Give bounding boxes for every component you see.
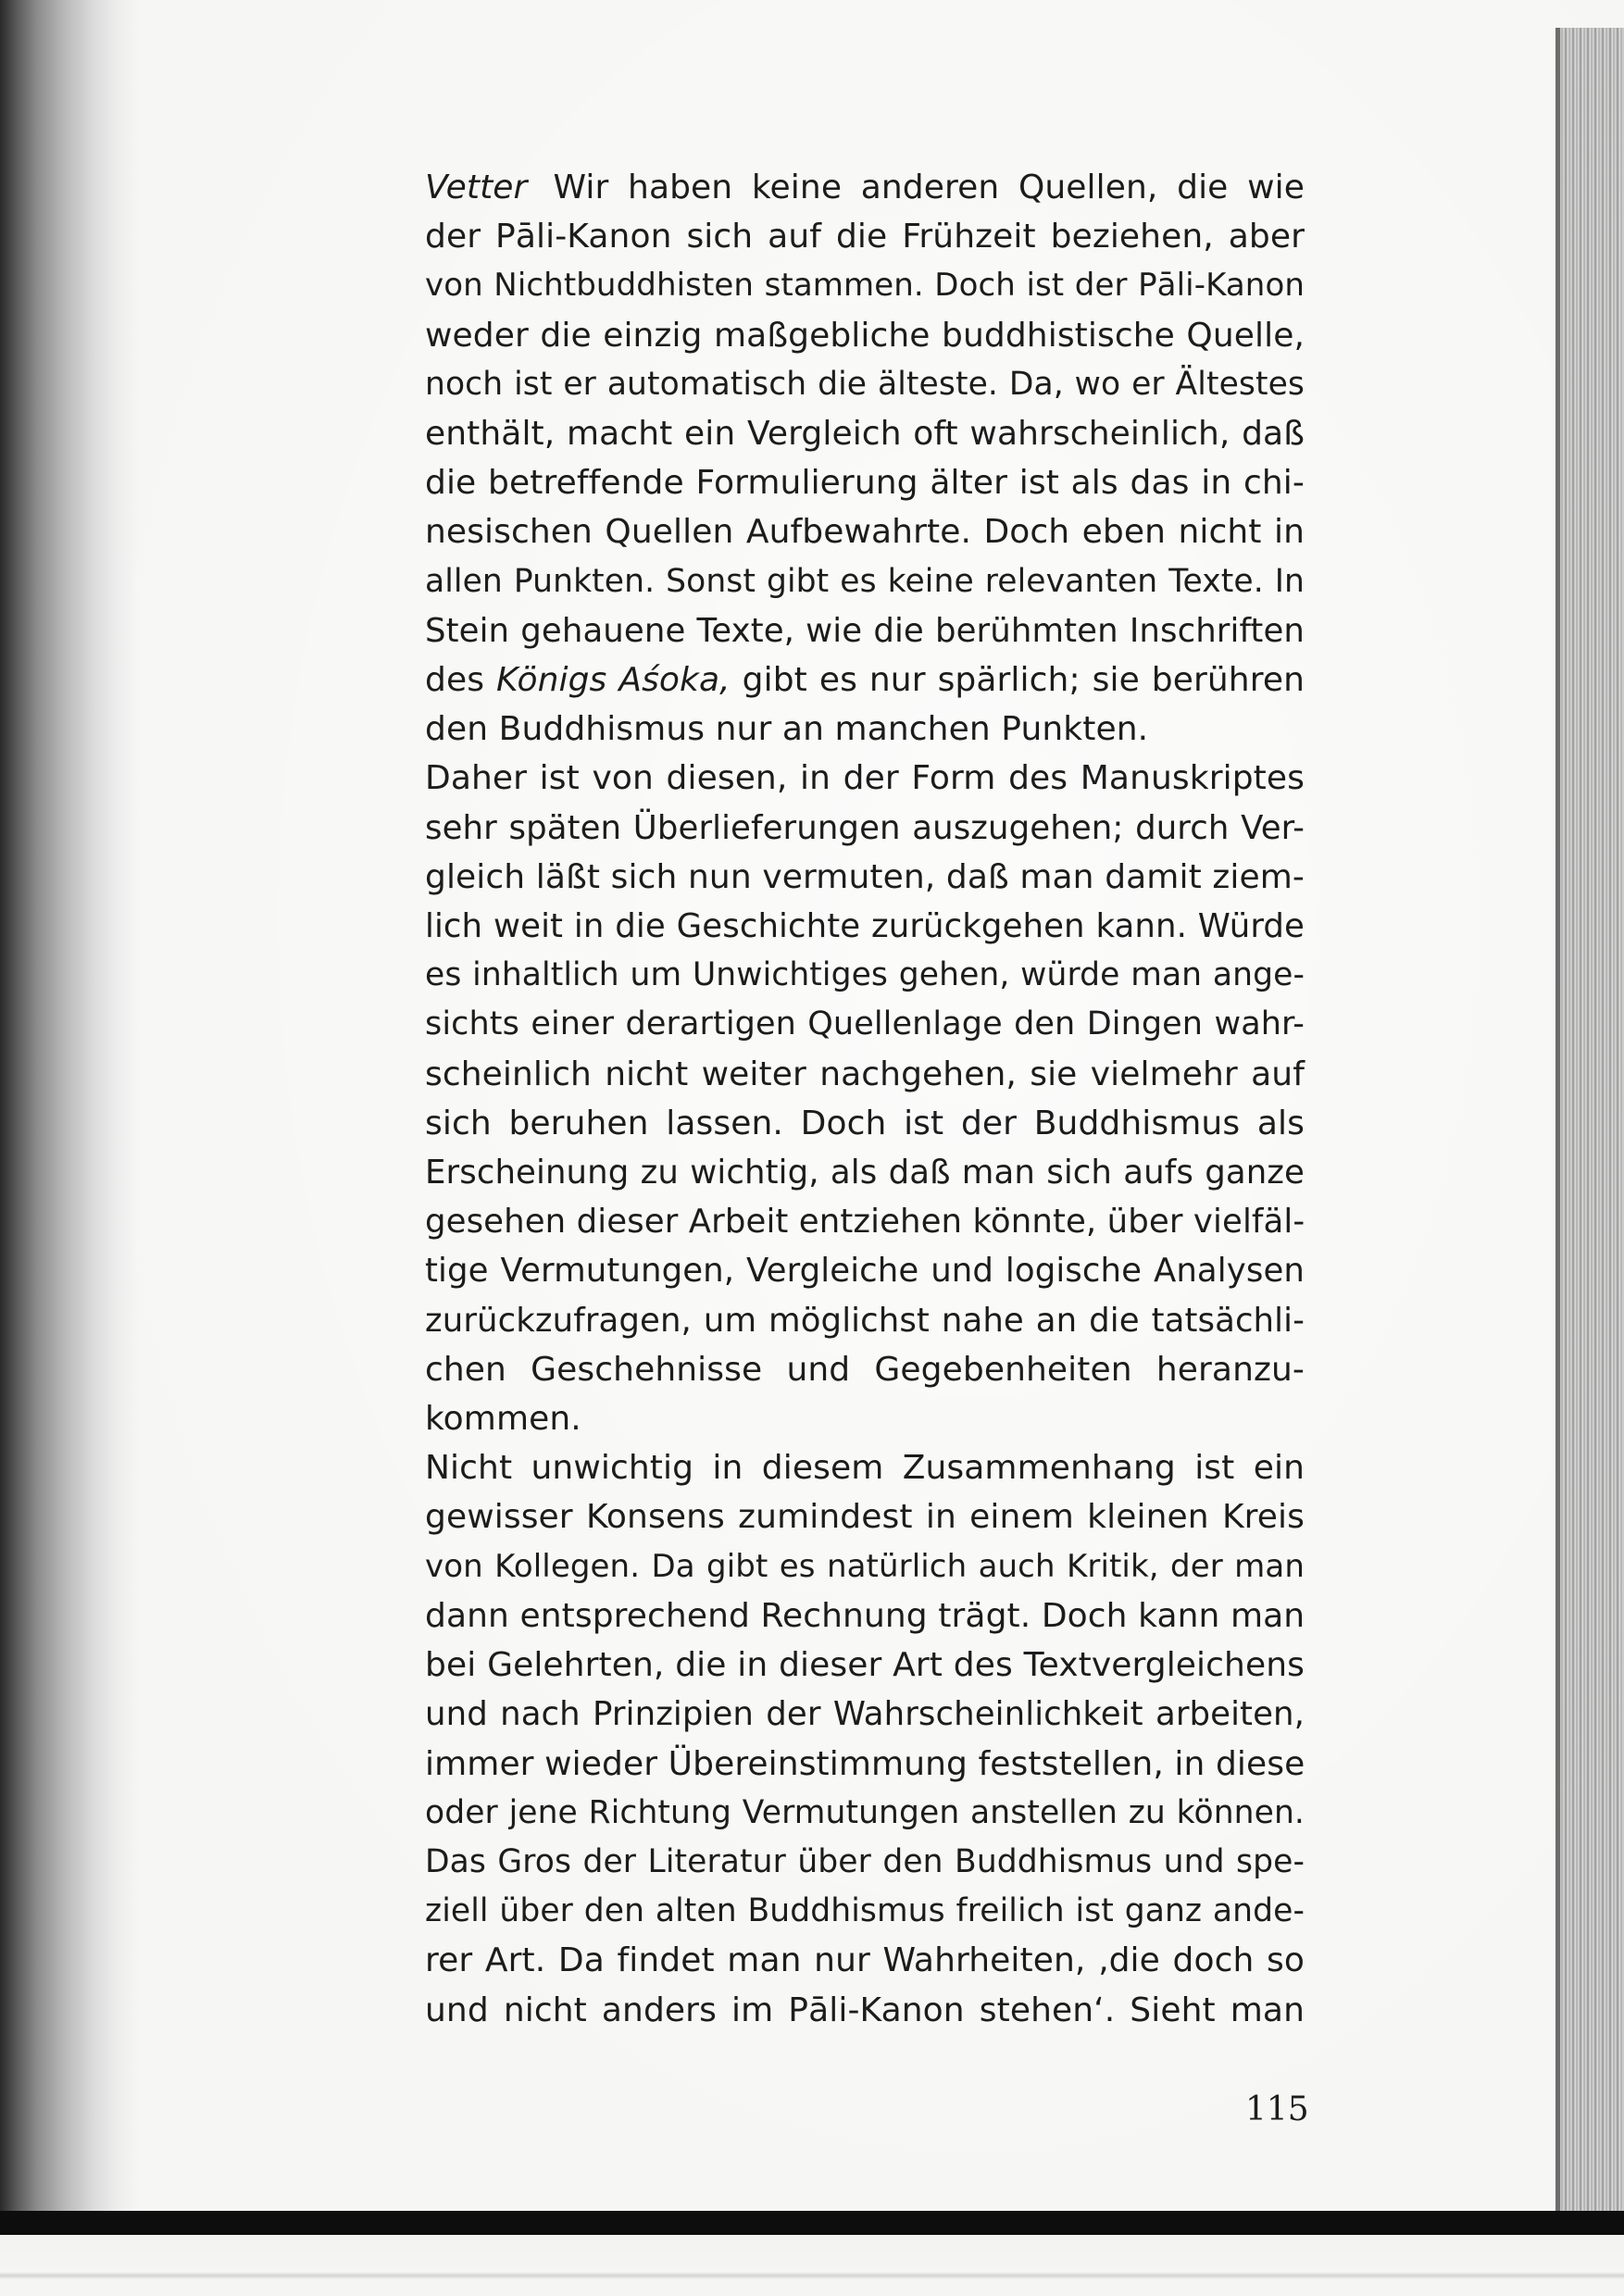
text-line [425,1246,1305,1295]
text-line [425,705,1305,754]
body-text [425,163,1305,2035]
text-line [425,1197,1305,1246]
text-line [425,1050,1305,1099]
text-line [425,951,1305,1000]
text-run: enthält, macht ein Vergleich oft wahrscheinlich, daß [425,415,1305,454]
text-line [425,1148,1305,1197]
text-run: Stein gehauene Texte, wie die berühmten Inschriften [425,611,1305,650]
text-run: sichts einer derartigen Quellenlage den Dingen wahr- [425,1005,1305,1043]
text-run: immer wieder Übereinstimmung feststellen, in diese [425,1744,1305,1783]
text-line [425,1492,1305,1541]
text-run: noch ist er automatisch die älteste. Da, wo er Ältestes [425,365,1305,403]
text-run: sich beruhen lassen. Doch ist der Buddhismus als [425,1104,1305,1142]
text-line [425,1443,1305,1492]
text-line [425,1099,1305,1148]
text-run: der Pāli-Kanon sich auf die Frühzeit beziehen, aber [425,218,1305,256]
text-run: von Kollegen. Da gibt es natürlich auch Kritik, der man [425,1547,1305,1585]
text-run: zurückzufragen, um möglichst nahe an die tatsächli- [425,1301,1305,1340]
scan-bottom-strip [0,2235,1624,2296]
text-run: Daher ist von diesen, in der Form des Manuskriptes [425,759,1305,798]
text-line [425,360,1305,409]
text-run: bei Gelehrten, die in dieser Art des Textvergleichens [425,1646,1305,1685]
text-line [425,1394,1305,1443]
text-run: die betreffende Formulierung älter ist als das in chi- [425,464,1305,503]
text-line [425,163,1305,212]
text-run: weder die einzig maßgebliche buddhistische Quelle, [425,316,1305,355]
text-run: lich weit in die Geschichte zurückgehen kann. Würde [425,907,1305,946]
text-line [425,212,1305,261]
text-line [425,507,1305,556]
text-run: gewisser Konsens zumindest in einem kleinen Kreis [425,1498,1305,1537]
text-line [425,1591,1305,1641]
text-run: rer Art. Da findet man nur Wahrheiten, ‚die doch so [425,1941,1305,1980]
text-run: des [425,661,497,700]
text-run: den Buddhismus nur an manchen Punkten. [425,710,1149,749]
text-line [425,1542,1305,1591]
italic-term: Königs Aśoka, [496,661,731,700]
text-line [425,1740,1305,1789]
text-run: es inhaltlich um Unwichtiges gehen, würde man ange- [425,956,1305,994]
text-line [425,311,1305,360]
text-line [425,754,1305,803]
text-line [425,1000,1305,1049]
text-run: und nach Prinzipien der Wahrscheinlichkeit arbeiten, [425,1695,1305,1734]
text-run: Wir haben keine anderen Quellen, die wie [553,168,1305,206]
text-line [425,1936,1305,1985]
text-line [425,261,1305,310]
text-line [425,1986,1305,2035]
page-number: 115 [1245,2090,1309,2128]
text-run: tige Vermutungen, Vergleiche und logische Analysen [425,1252,1305,1291]
text-run: und nicht anders im Pāli-Kanon stehen‘. Sieht man [425,1990,1305,2029]
text-run: nesischen Quellen Aufbewahrte. Doch eben nicht in [425,513,1305,552]
book-fore-edge [1560,28,1624,2213]
text-run: ziell über den alten Buddhismus freilich ist ganz ande- [425,1892,1305,1930]
text-run: allen Punkten. Sonst gibt es keine relevanten Texte. In [425,562,1305,600]
text-line [425,1690,1305,1739]
text-run: gesehen dieser Arbeit entziehen könnte, über vielfäl- [425,1203,1305,1242]
text-line [425,409,1305,458]
text-run: kommen. [425,1400,581,1439]
scan-bottom-bar [0,2211,1624,2235]
text-run: scheinlich nicht weiter nachgehen, sie vielmehr auf [425,1054,1305,1093]
text-run: oder jene Richtung Vermutungen anstellen zu können. [425,1793,1305,1831]
text-run: sehr späten Überlieferungen auszugehen; durch Ver- [425,808,1305,847]
text-line [425,902,1305,951]
text-run: chen Geschehnisse und Gegebenheiten heranzu- [425,1350,1305,1389]
text-run: Erscheinung zu wichtig, als daß man sich aufs ganze [425,1154,1305,1192]
text-line [425,804,1305,853]
text-line [425,557,1305,606]
text-line [425,1789,1305,1838]
text-run: gleich läßt sich nun vermuten, daß man damit ziem- [425,857,1305,896]
binding-shadow [0,0,139,2296]
speaker-name: Vetter [425,168,528,206]
text-line [425,606,1305,655]
text-line [425,1887,1305,1936]
text-line [425,1641,1305,1690]
text-run: Das Gros der Literatur über den Buddhismus und spe- [425,1842,1305,1880]
text-line [425,1838,1305,1887]
text-run: Nicht unwichtig in diesem Zusammenhang ist ein [425,1449,1305,1488]
text-line [425,853,1305,902]
text-run: gibt es nur spärlich; sie berühren [730,661,1305,700]
text-line [425,1296,1305,1345]
text-run: von Nichtbuddhisten stammen. Doch ist der Pāli-Kanon [425,267,1305,305]
text-line [425,1345,1305,1394]
text-run: dann entsprechend Rechnung trägt. Doch kann man [425,1596,1305,1635]
text-line [425,458,1305,507]
text-line [425,655,1305,705]
